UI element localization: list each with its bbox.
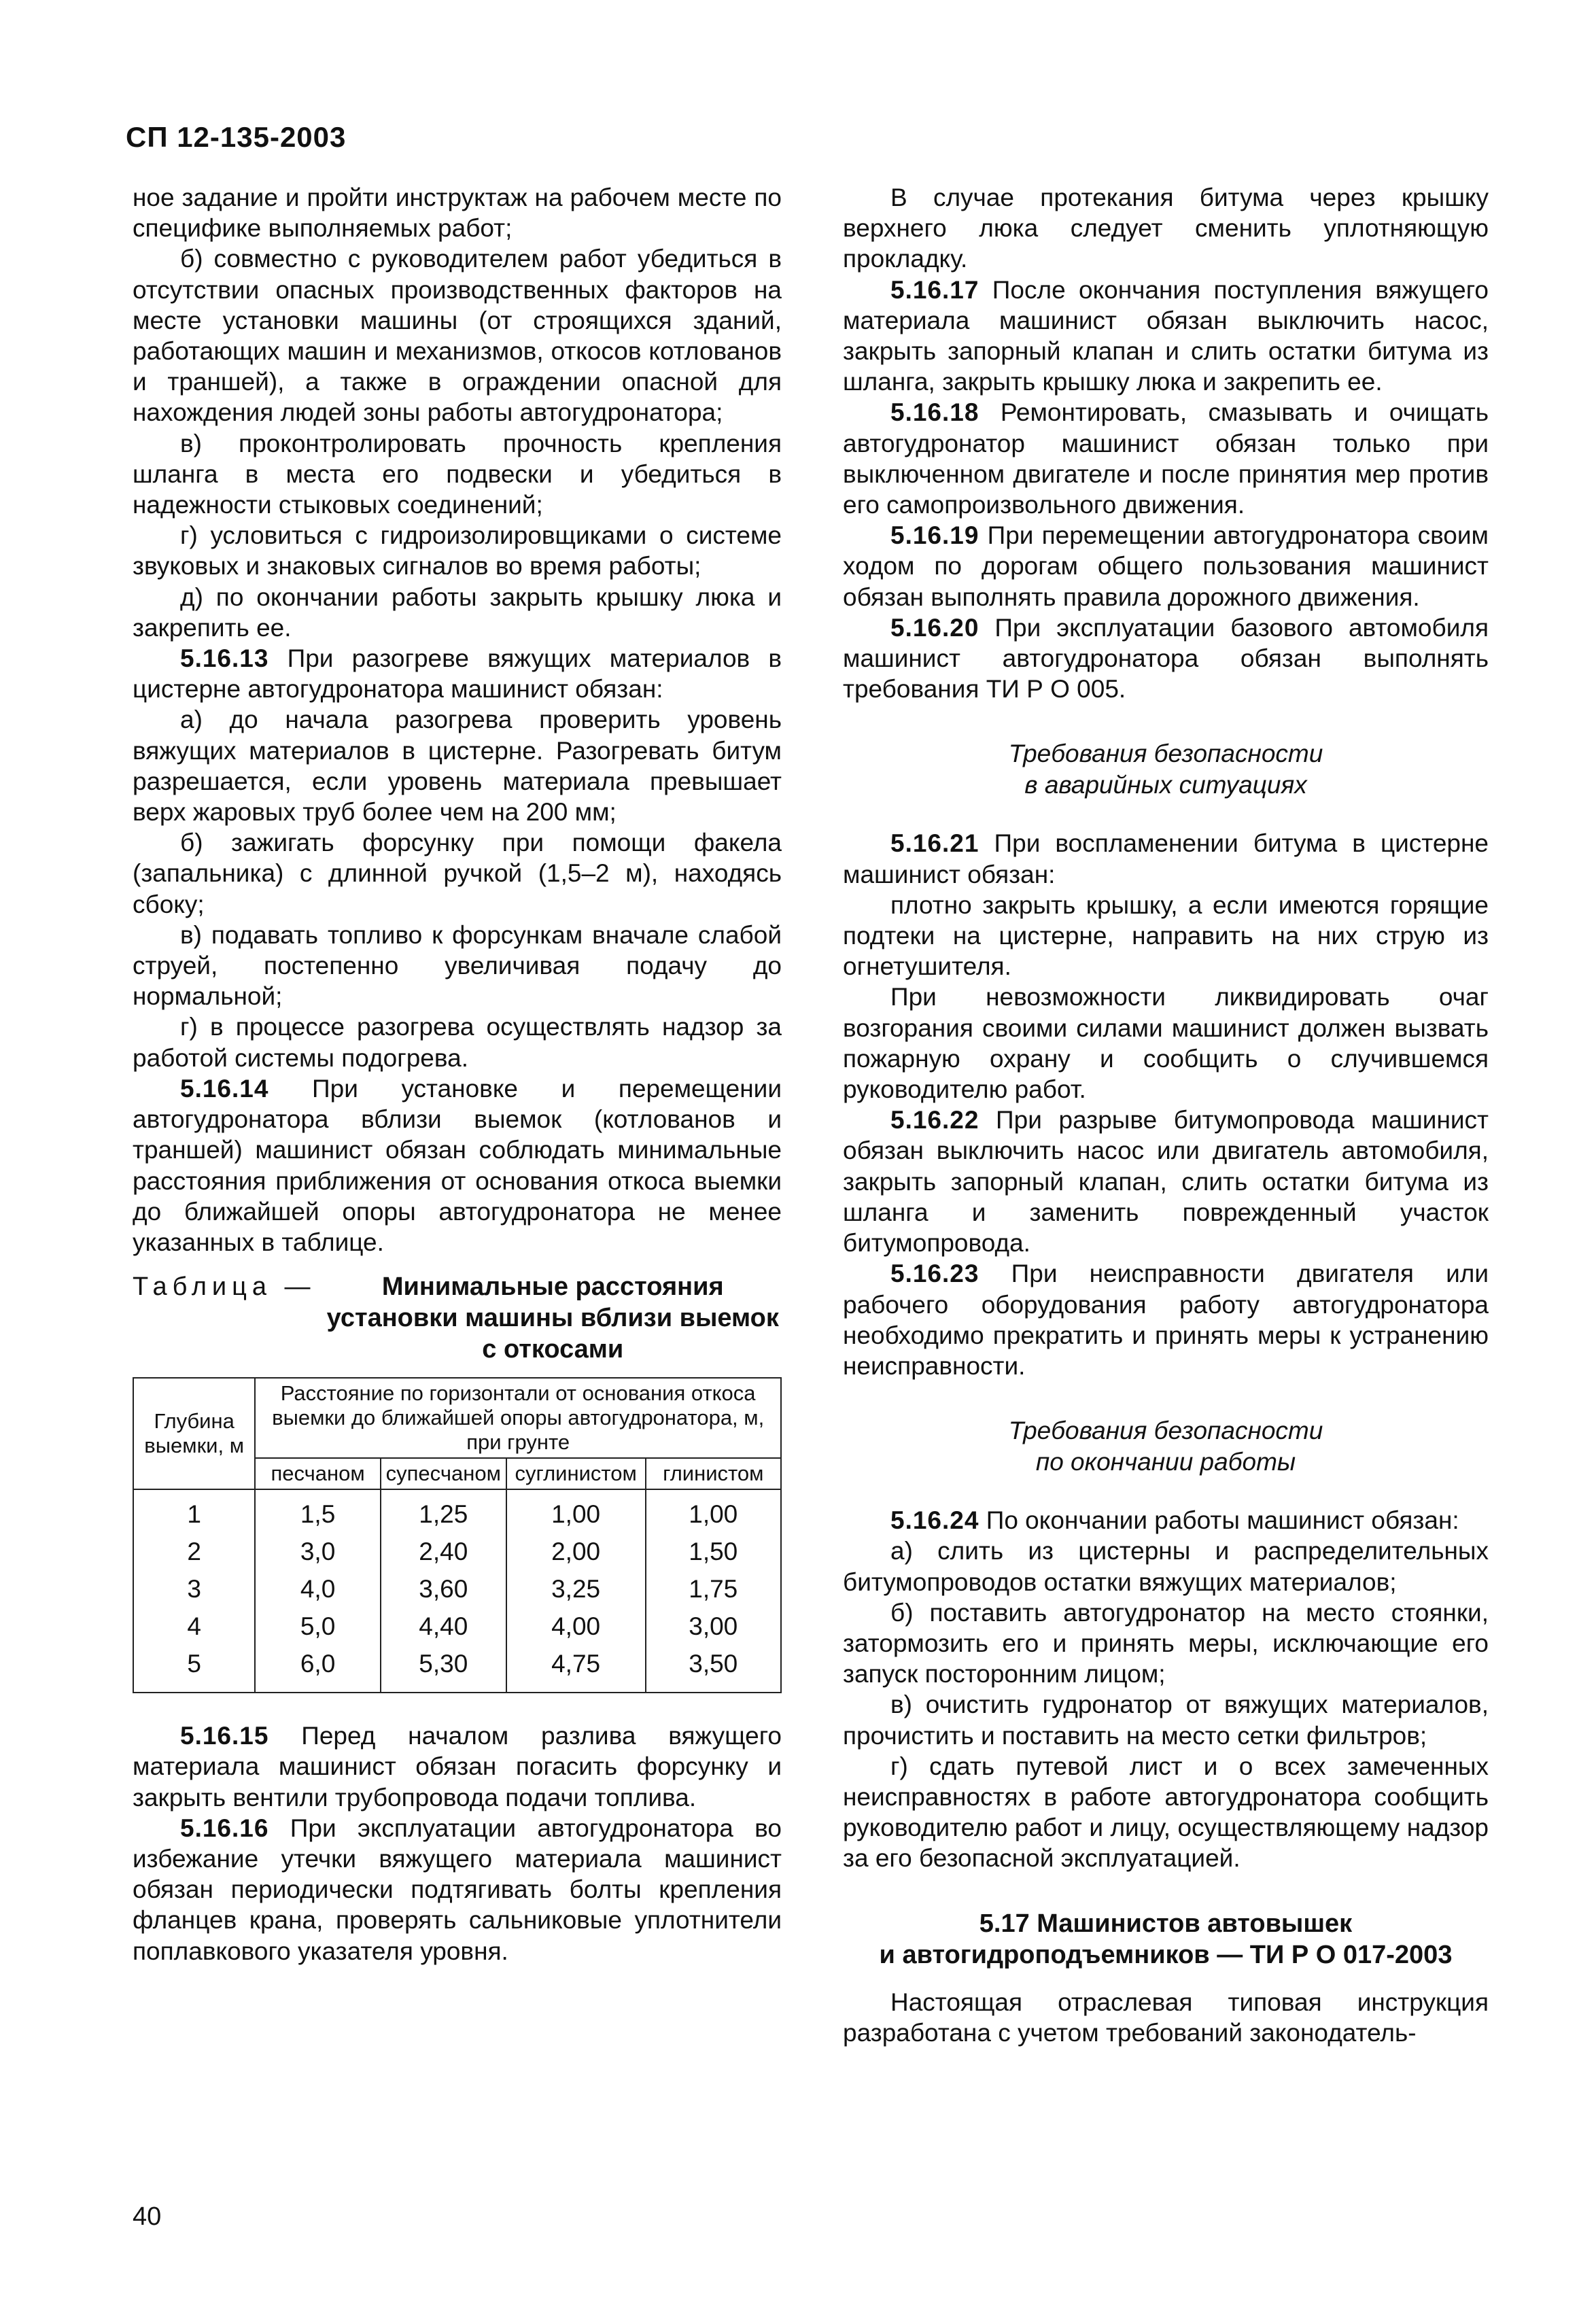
clause-number: 5.16.14 — [180, 1074, 269, 1103]
paragraph: г) сдать путевой лист и о всех замеченных неисправностях в работе автогудронатора сообщить руководителю работ и лицу, осуществляющему надзор за его безопасной эксплуатацией. — [843, 1752, 1489, 1873]
clause-number: 5.16.21 — [890, 829, 979, 858]
table-cell: 1,00 — [506, 1489, 646, 1533]
clause-5-16-20 — [843, 612, 1489, 705]
clause-5-16-22 — [843, 1105, 1489, 1258]
paragraph: г) условиться с гидроизолировщиками о системе звуковых и знаковых сигналов во время работы; — [133, 521, 782, 580]
paragraph: б) зажигать форсунку при помощи факела (запальника) с длинной ручкой (1,5–2 м), находясь сбоку; — [133, 829, 782, 918]
clause-text: При воспламенении битума в цистерне машинист обязан: — [843, 829, 1489, 888]
paragraph: б) совместно с руководителем работ убедиться в отсутствии опасных производственных факторов на месте установки машины (от строящихся зданий, работающих машин и механизмов, откосов котлованов и траншей), а также в ограждении опасной для нахождения людей зоны работы автогудронатора; — [133, 245, 782, 427]
table-cell: 3,50 — [646, 1645, 781, 1693]
document-header: СП 12-135-2003 — [126, 121, 347, 153]
table-cell: 2,40 — [381, 1533, 506, 1570]
table-row — [133, 1608, 781, 1645]
clause-5-16-19 — [843, 520, 1489, 612]
clause-number: 5.16.22 — [890, 1106, 979, 1134]
clause-5-16-24 — [843, 1505, 1489, 1536]
table-cell: 5,30 — [381, 1645, 506, 1693]
table-cell: 4,0 — [255, 1570, 381, 1608]
page-number: 40 — [133, 2202, 162, 2231]
clause-number: 5.16.19 — [890, 521, 979, 550]
header-soil: суглинистом — [506, 1458, 646, 1489]
clause-5-16-13 — [133, 643, 782, 704]
clause-number: 5.16.13 — [180, 644, 269, 673]
clause-text: При эксплуатации автогудронатора во избежание утечки вяжущего материала машинист обязан периодически подтягивать болты крепления фланцев крана, проверять сальниковые уплотнители поплавкового указателя уровня. — [133, 1814, 782, 1965]
clause-text: При эксплуатации базового автомобиля машинист автогудронатора обязан выполнять требования ТИ Р О 005. — [843, 613, 1489, 704]
clause-5-16-15 — [133, 1720, 782, 1813]
paragraph: а) слить из цистерны и распределительных битумопроводов остатки вяжущих материалов; — [843, 1537, 1489, 1596]
subsection-heading-line: Требования безопасности — [1008, 740, 1323, 768]
table-label: Таблица — — [133, 1272, 316, 1302]
clause-number: 5.16.24 — [890, 1506, 979, 1535]
table-cell: 1,75 — [646, 1570, 781, 1608]
paragraph: д) по окончании работы закрыть крышку люка и закрепить ее. — [133, 583, 782, 642]
clause-text: После окончания поступления вяжущего материала машинист обязан выключить насос, закрыть запорный клапан и слить остатки битума из шланга, закрыть крышку люка и закрепить ее. — [843, 275, 1489, 396]
header-soil: песчаном — [255, 1458, 381, 1489]
clause-number: 5.16.23 — [890, 1260, 979, 1288]
paragraph: б) поставить автогудронатор на место стоянки, затормозить его и принять меры, исключающие его запуск посторонним лицом; — [843, 1598, 1489, 1688]
table-cell: 1,50 — [646, 1533, 781, 1570]
section-heading-line: и автогидроподъемников — ТИ Р О 017-2003 — [879, 1940, 1453, 1969]
section-heading-line: 5.17 Машинистов автовышек — [979, 1909, 1353, 1938]
clause-5-16-21 — [843, 828, 1489, 889]
clause-text: При установке и перемещении автогудронатора вблизи выемок (котлованов и траншей) машинист обязан соблюдать минимальные расстояния приближения от основания откоса выемки до ближайшей опоры автогудронатора не менее указанных в таблице. — [133, 1074, 782, 1256]
clause-number: 5.16.15 — [180, 1722, 269, 1750]
paragraph: в) очистить гудронатор от вяжущих материалов, прочистить и поставить на место сетки фильтров; — [843, 1691, 1489, 1750]
table-cell: 1,5 — [255, 1489, 381, 1533]
table-cell: 1,25 — [381, 1489, 506, 1533]
paragraph: ное задание и пройти инструктаж на рабочем месте по специфике выполняемых работ; — [133, 184, 782, 243]
table-caption — [133, 1271, 782, 1365]
clause-text: По окончании работы машинист обязан: — [979, 1506, 1459, 1535]
table-cell: 6,0 — [255, 1645, 381, 1693]
table-cell: 4,00 — [506, 1608, 646, 1645]
table-cell: 3 — [133, 1570, 255, 1608]
subsection-heading-line: по окончании работы — [1035, 1448, 1296, 1476]
table-cell: 3,60 — [381, 1570, 506, 1608]
table-cell: 1,00 — [646, 1489, 781, 1533]
table-cell: 5 — [133, 1645, 255, 1693]
header-depth: Глубина выемки, м — [133, 1378, 255, 1489]
clause-number: 5.16.18 — [890, 398, 979, 427]
table-row — [133, 1570, 781, 1608]
paragraph: г) в процессе разогрева осуществлять надзор за работой системы подогрева. — [133, 1013, 782, 1072]
subsection-heading-end-of-work — [843, 1415, 1489, 1478]
table-cell: 1 — [133, 1489, 255, 1533]
table-cell: 5,0 — [255, 1608, 381, 1645]
subsection-heading-line: в аварийных ситуациях — [1024, 771, 1307, 799]
clause-text: Ремонтировать, смазывать и очищать автогудронатор машинист обязан только при выключенном двигателе и после принятия мер против его самопроизвольного движения. — [843, 398, 1489, 519]
paragraph: Настоящая отраслевая типовая инструкция разработана с учетом требований законодатель- — [843, 1988, 1489, 2047]
clause-text: При разогреве вяжущих материалов в цистерне автогудронатора машинист обязан: — [133, 644, 782, 704]
header-soil: глинистом — [646, 1458, 781, 1489]
distance-table — [133, 1377, 782, 1693]
table-row — [133, 1489, 781, 1533]
table-title: Минимальные расстояния установки машины вблизи выемок с откосами — [326, 1272, 779, 1364]
clause-number: 5.16.17 — [890, 275, 979, 304]
left-column — [133, 182, 782, 1966]
paragraph: а) до начала разогрева проверить уровень вяжущих материалов в цистерне. Разогревать битум разрешается, если уровень материала превышает верх жаровых труб более чем на 200 мм; — [133, 706, 782, 827]
clause-text: При неисправности двигателя или рабочего оборудования работу автогудронатора необходимо прекратить и принять меры к устранению неисправности. — [843, 1260, 1489, 1380]
table-cell: 4,75 — [506, 1645, 646, 1693]
clause-5-16-16 — [133, 1813, 782, 1966]
table-row — [133, 1645, 781, 1693]
table-cell: 4 — [133, 1608, 255, 1645]
clause-5-16-18 — [843, 397, 1489, 520]
paragraph: плотно закрыть крышку, а если имеются горящие подтеки на цистерне, направить на них струю из огнетушителя. — [843, 890, 1489, 981]
paragraph: В случае протекания битума через крышку верхнего люка следует сменить уплотняющую прокладку. — [843, 184, 1489, 273]
clause-5-16-17 — [843, 275, 1489, 398]
paragraph: в) подавать топливо к форсункам вначале слабой струей, постепенно увеличивая подачу до нормальной; — [133, 920, 782, 1011]
right-column — [843, 182, 1489, 2048]
table-row — [133, 1533, 781, 1570]
table-cell: 3,0 — [255, 1533, 381, 1570]
clause-number: 5.16.16 — [180, 1814, 269, 1842]
table-cell: 2,00 — [506, 1533, 646, 1570]
table-cell: 3,00 — [646, 1608, 781, 1645]
clause-number: 5.16.20 — [890, 613, 979, 642]
clause-text: При перемещении автогудронатора своим ходом по дорогам общего пользования машинист обязан выполнять правила дорожного движения. — [843, 521, 1489, 611]
clause-5-16-23 — [843, 1258, 1489, 1381]
table-cell: 4,40 — [381, 1608, 506, 1645]
subsection-heading-line: Требования безопасности — [1008, 1417, 1323, 1445]
paragraph: в) проконтролировать прочность крепления шланга в места его подвески и убедиться в надежности стыковых соединений; — [133, 429, 782, 519]
clause-text: При разрыве битумопровода машинист обязан выключить насос или двигатель автомобиля, закрыть запорный клапан, слить остатки битума из шланга и заменить поврежденный участок битумопровода. — [843, 1106, 1489, 1258]
table-cell: 2 — [133, 1533, 255, 1570]
subsection-heading-emergency — [843, 738, 1489, 801]
clause-5-16-14 — [133, 1073, 782, 1258]
section-heading-5-17 — [843, 1908, 1489, 1971]
clause-text: Перед началом разлива вяжущего материала машинист обязан погасить форсунку и закрыть вентили трубопровода подачи топлива. — [133, 1722, 782, 1812]
header-distance: Расстояние по горизонтали от основания откоса выемки до ближайшей опоры автогудронатора, м, при грунте — [255, 1378, 781, 1458]
header-soil: супесчаном — [381, 1458, 506, 1489]
paragraph: При невозможности ликвидировать очаг возгорания своими силами машинист должен вызвать пожарную охрану и сообщить о случившемся руководителю работ. — [843, 983, 1489, 1104]
table-cell: 3,25 — [506, 1570, 646, 1608]
